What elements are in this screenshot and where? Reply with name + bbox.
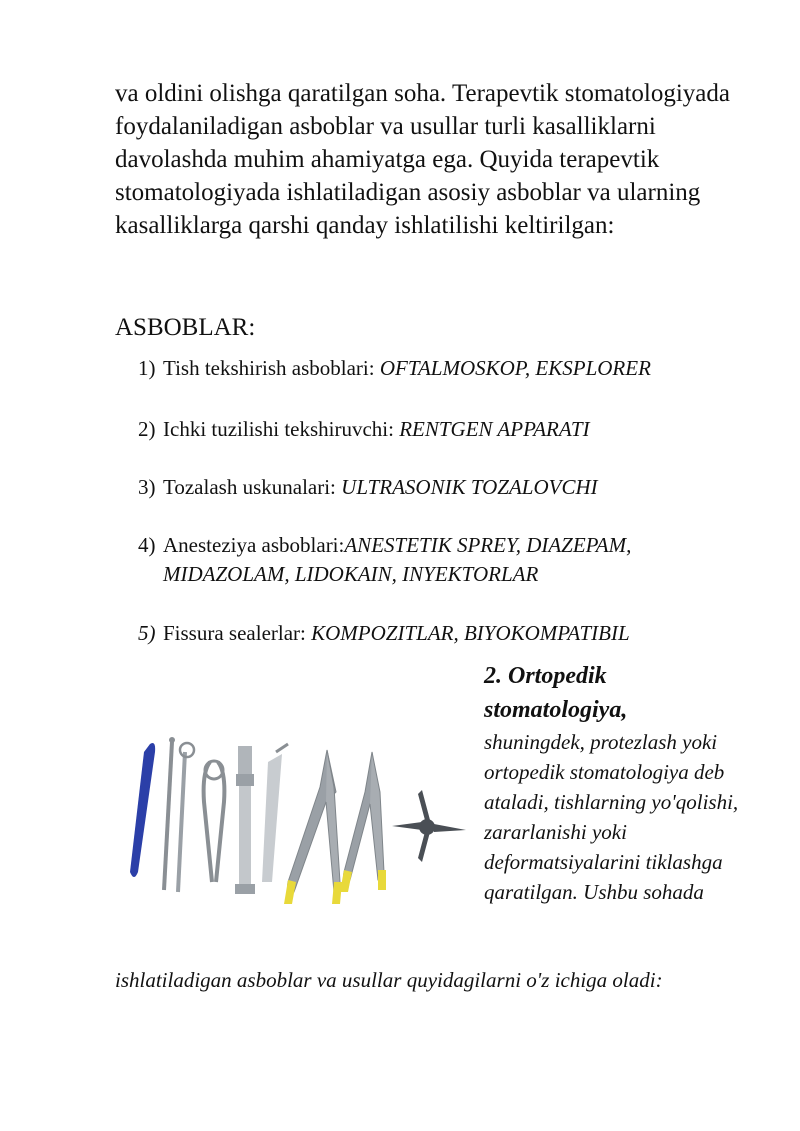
list-number: 4) [138,533,156,557]
section2-text [484,659,754,907]
list-number: 1) [138,356,156,380]
list-label: Anesteziya asboblari: [163,533,345,557]
band-pusher-icon [262,754,282,882]
list-value: RENTGEN APPARATI [399,417,590,441]
section2-continuation: ishlatiladigan asboblar va usullar quyidagilarni o'z ichiga oladi: [115,968,663,992]
list-value: KOMPOZITLAR, BIYOKOMPATIBIL [311,621,630,645]
intro-paragraph: va oldini olishga qaratilgan soha. Terapevtik stomatologiyada foydalaniladigan asboblar va usullar turli kasalliklarni davolashda muhim ahamiyatga ega. Quyida terapevtik stomatologiyada ishlatiladigan asosiy asboblar va ularning kasalliklarga qarshi qanday ishlatilishi keltirilgan: [115,80,731,239]
list-item [138,415,758,444]
list-item [138,531,758,589]
list-label: Tish tekshirish asboblari: [163,356,380,380]
list-value: ANESTETIK SPREY, DIAZEPAM, MIDAZOLAM, LIDOKAIN, INYEKTORLAR [163,533,632,586]
list-number: 3) [138,475,156,499]
mirror-handle-icon [178,752,185,892]
list-label: Fissura sealerlar: [163,621,312,645]
list-item [138,354,758,383]
orthodontic-instruments-image [122,732,472,910]
list-number: 5) [138,621,156,645]
list-value: ULTRASONIK TOZALOVCHI [341,475,598,499]
plier-head-icon [238,746,252,774]
list-label: Tozalash uskunalari: [163,475,342,499]
list-value: OFTALMOSKOP, EKSPLORER [379,356,651,380]
list-item [138,473,758,502]
list-label: Ichki tuzilishi tekshiruvchi: [163,417,400,441]
list-number: 2) [138,417,156,441]
spatula-icon [130,743,155,877]
section2-title: 2. Ortopedik stomatologiya, [484,663,628,723]
probe-icon [164,742,172,890]
section-heading: ASBOBLAR: [115,314,256,341]
list-item [138,619,758,648]
star-gauge-icon [392,790,466,862]
section2-body: shuningdek, protezlash yoki ortopedik stomatologiya deb ataladi, tishlarning yo'qolishi, zararlanishi yoki deformatsiyalarini tiklashga qaratilgan. Ushbu sohada [484,730,739,904]
